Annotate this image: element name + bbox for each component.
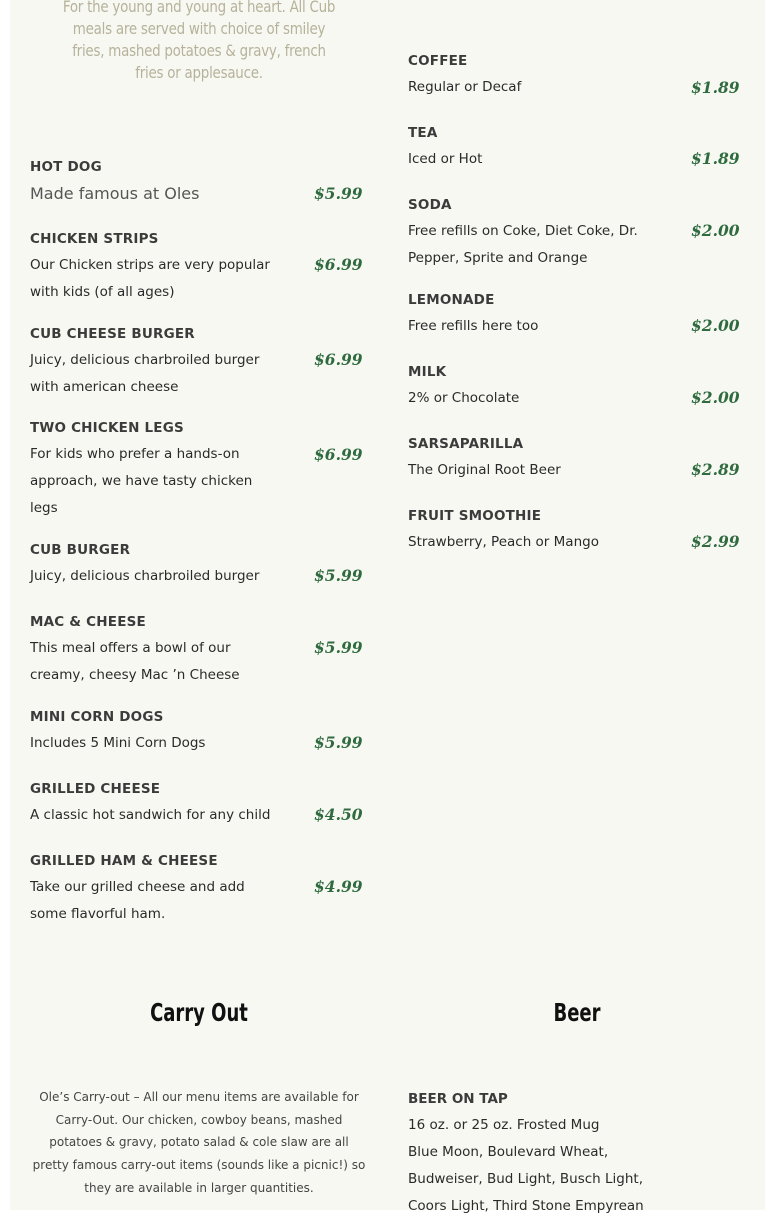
item-description: Regular or Decaf (408, 79, 522, 95)
item-description: 2% or Chocolate (408, 390, 520, 406)
item-name: CUB CHEESE BURGER (30, 326, 195, 342)
menu-item-hot-dog (30, 158, 280, 207)
item-name: SODA (408, 197, 452, 213)
item-price: $2.89 (691, 460, 740, 479)
item-price: $6.99 (314, 445, 363, 464)
item-price: $1.89 (691, 149, 740, 168)
menu-item-two-chicken-legs (30, 419, 280, 522)
item-name: CHICKEN STRIPS (30, 231, 159, 247)
beer-brands-line: Budweiser, Bud Light, Busch Light, (408, 1171, 644, 1187)
item-name: BEER ON TAP (408, 1091, 508, 1107)
item-name: LEMONADE (408, 292, 495, 308)
item-description: Iced or Hot (408, 151, 483, 167)
item-price: $5.99 (314, 638, 363, 657)
menu-item-fruit-smoothie (408, 507, 668, 556)
item-description: Made famous at Oles (30, 184, 200, 203)
menu-item-coffee (408, 52, 668, 101)
menu-item-mini-corn-dogs (30, 708, 280, 757)
item-price: $5.99 (314, 184, 363, 203)
item-price: $6.99 (314, 350, 363, 369)
menu-item-cub-cheese-burger (30, 325, 280, 401)
menu-item-chicken-strips (30, 230, 280, 306)
item-price: $4.99 (314, 877, 363, 896)
menu-item-milk (408, 363, 668, 412)
beer-heading: Beer (553, 998, 601, 1027)
beer-on-tap (408, 1090, 668, 1220)
carry-out-heading: Carry Out (150, 998, 248, 1027)
item-name: FRUIT SMOOTHIE (408, 508, 542, 524)
item-price: $2.99 (691, 532, 740, 551)
menu-item-tea (408, 124, 668, 173)
beer-brands-line: Blue Moon, Boulevard Wheat, (408, 1144, 609, 1160)
item-description: Free refills on Coke, Diet Coke, Dr. Pepper, Sprite and Orange (408, 223, 638, 266)
item-name: MINI CORN DOGS (30, 709, 164, 725)
item-name: GRILLED CHEESE (30, 781, 161, 797)
kids-intro-text: For the young and young at heart. All Cub meals are served with choice of smiley fries, mashed potatoes & gravy, french fries or applesauce. (62, 0, 336, 82)
item-description: For kids who prefer a hands-on approach, we have tasty chicken legs (30, 446, 253, 516)
carry-out-description: Ole’s Carry-out – All our menu items are available for Carry-Out. Our chicken, cowboy beans, mashed potatoes & gravy, potato salad & cole slaw are all pretty famous carry-out items (sounds like a picnic!) so they are available in larger quantities. (32, 1090, 366, 1195)
item-price: $2.00 (691, 221, 740, 240)
beer-size-line: 16 oz. or 25 oz. Frosted Mug (408, 1117, 600, 1133)
menu-item-sarsaparilla (408, 435, 668, 484)
item-name: SARSAPARILLA (408, 436, 524, 452)
item-name: MILK (408, 364, 447, 380)
item-name: TWO CHICKEN LEGS (30, 420, 184, 436)
menu-item-lemonade (408, 291, 668, 340)
item-name: TEA (408, 125, 438, 141)
item-price: $6.99 (314, 255, 363, 274)
item-price: $2.00 (691, 388, 740, 407)
item-price: $1.89 (691, 78, 740, 97)
menu-item-grilled-ham-cheese (30, 852, 280, 928)
menu-item-soda (408, 196, 668, 272)
item-description: Strawberry, Peach or Mango (408, 534, 599, 550)
item-description: Our Chicken strips are very popular with kids (of all ages) (30, 257, 270, 300)
item-description: Juicy, delicious charbroiled burger (30, 568, 260, 584)
menu-item-cub-burger (30, 541, 280, 590)
item-description: This meal offers a bowl of our creamy, cheesy Mac ’n Cheese (30, 640, 240, 683)
item-description: Juicy, delicious charbroiled burger with american cheese (30, 352, 260, 395)
item-price: $5.99 (314, 733, 363, 752)
item-price: $4.50 (314, 805, 363, 824)
item-name: GRILLED HAM & CHEESE (30, 853, 218, 869)
item-description: Take our grilled cheese and add some flavorful ham. (30, 879, 245, 922)
item-description: A classic hot sandwich for any child (30, 807, 271, 823)
menu-item-grilled-cheese (30, 780, 280, 829)
item-description: The Original Root Beer (408, 462, 561, 478)
item-name: CUB BURGER (30, 542, 131, 558)
item-name: MAC & CHEESE (30, 614, 146, 630)
item-description: Includes 5 Mini Corn Dogs (30, 735, 206, 751)
item-price: $5.99 (314, 566, 363, 585)
item-description: Free refills here too (408, 318, 539, 334)
item-name: COFFEE (408, 53, 468, 69)
item-name: HOT DOG (30, 159, 102, 175)
menu-item-mac-cheese (30, 613, 280, 689)
item-price: $2.00 (691, 316, 740, 335)
beer-brands-line: Coors Light, Third Stone Empyrean (408, 1198, 644, 1214)
